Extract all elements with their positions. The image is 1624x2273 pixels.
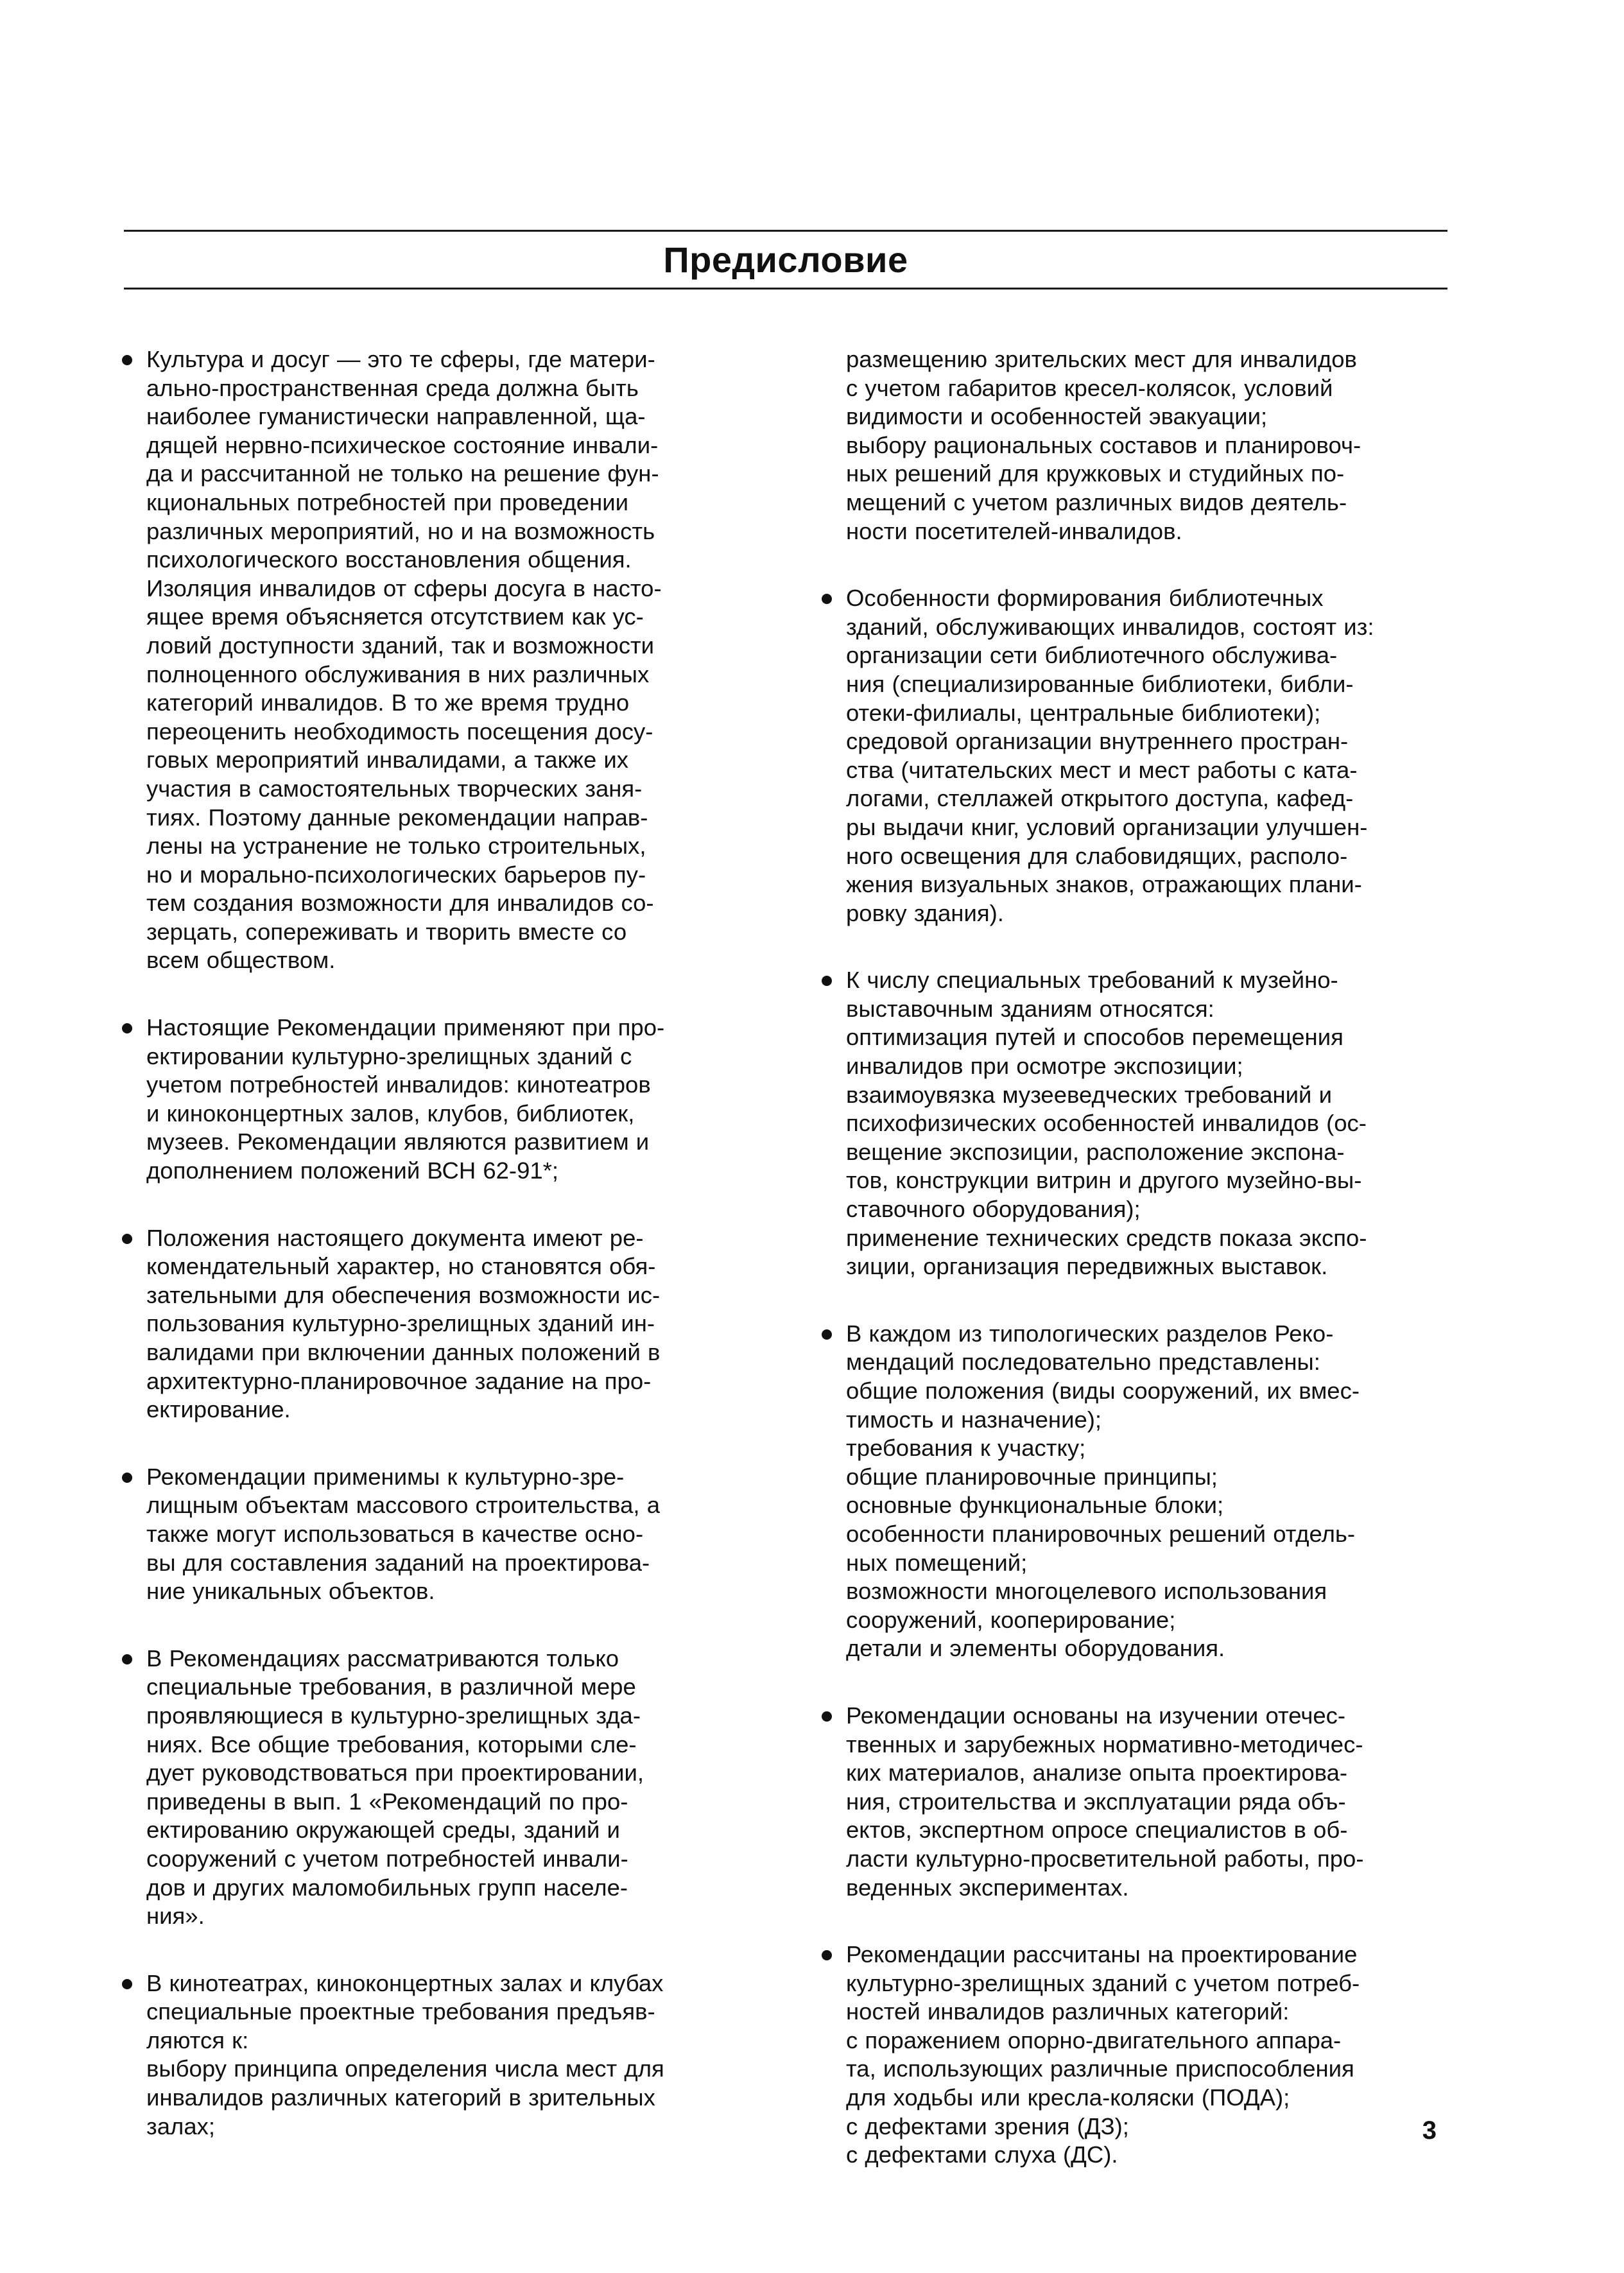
bullet-icon: [122, 1979, 132, 1989]
paragraph-text: Рекомендации применимы к культурно-зре- лищным объектам массового строительства, а также могут использоваться в качестве осно- вы для составления заданий на проектирова- ние уникальных объектов.: [146, 1463, 660, 1605]
paragraph-typological-sections: [822, 1320, 1454, 1663]
paragraph-text: Особенности формирования библиотечных зданий, обслуживающих инвалидов, состоят из: организации сети библиотечного обслужива- ния (специализированные библиотеки, библи- отеки-филиалы, центральные библиотеки); средовой организации внутреннего простран- ства (читательских мест и мест работы с ката- логами, стеллажей открытого доступа, кафед- ры выдачи книг, условий организации улучшен- ного освещения для слабовидящих, располо- жения визуальных знаков, отражающих плани- ровку здания).: [846, 585, 1374, 926]
paragraph-text: Культура и досуг — это те сферы, где матери- ально-пространственная среда должна быть наиболее гуманистически направленной, ща- дящей нервно-психическое состояние инвали- да и рассчитанной не только на решение фун- кциональных потребностей при проведении различных мероприятий, но и на возможность психологического восстановления общения. Изоляция инвалидов от сферы досуга в насто- ящее время объясняется отсутствием как ус- ловий доступности зданий, так и возможности полноценного обслуживания в них различных категорий инвалидов. В то же время трудно переоценить необходимость посещения досу- говых мероприятий инвалидами, а также их участия в самостоятельных творческих заня- тиях. Поэтому данные рекомендации направ- лены на устранение не только строительных, но и морально-психологических барьеров пу- тем создания возможности для инвалидов со- зерцать, сопереживать и творить вместе со всем обществом.: [146, 346, 662, 974]
paragraph-text: В каждом из типологических разделов Реко- мендаций последовательно представлены: общие положения (виды сооружений, их вмес- тимость и назначение); требования к участку; общие планировочные принципы; основные функциональные блоки; особенности планировочных решений отдель- ных помещений; возможности многоцелевого использования сооружений, кооперирование; детали и элементы оборудования.: [846, 1320, 1360, 1662]
paragraph-basis: [822, 1702, 1454, 1902]
bullet-icon: [122, 355, 132, 365]
bullet-icon: [122, 1023, 132, 1033]
paragraph-target-categories: [822, 1940, 1454, 2170]
left-column: [122, 345, 751, 2141]
paragraph-cinemas: [122, 1969, 751, 2141]
bullet-icon: [822, 1329, 832, 1340]
bullet-icon: [122, 1654, 132, 1664]
paragraph-museums: [822, 966, 1454, 1281]
page-number: 3: [1422, 2116, 1437, 2145]
paragraph-libraries: [822, 584, 1454, 928]
paragraph-text: Настоящие Рекомендации применяют при про- ектировании культурно-зрелищных зданий с учетом потребностей инвалидов: кинотеатров и киноконцертных залов, клубов, библиотек, музеев. Рекомендации являются развитием и дополнением положений ВСН 62-91*;: [146, 1014, 665, 1184]
bullet-icon: [822, 594, 832, 604]
heading-bottom-rule: [124, 288, 1447, 290]
paragraph-special-requirements: [122, 1645, 751, 1931]
bullet-icon: [822, 1711, 832, 1722]
right-column: [822, 345, 1454, 2170]
paragraph-text: Положения настоящего документа имеют ре- комендательный характер, но становятся обя- зательными для обеспечения возможности ис- пользования культурно-зрелищных зданий ин- валидами при включении данных положений в архитектурно-планировочное задание на про- ектирование.: [146, 1224, 661, 1423]
paragraph-text: Рекомендации рассчитаны на проектирование культурно-зрелищных зданий с учетом потреб- ностей инвалидов различных категорий: с поражением опорно-двигательного аппара- та, использующих различные приспособления для ходьбы или кресла-коляски (ПОДА); с дефектами зрения (ДЗ); с дефектами слуха (ДС).: [846, 1941, 1360, 2168]
heading-top-rule: [124, 230, 1447, 232]
paragraph-text: Рекомендации основаны на изучении отечес- твенных и зарубежных нормативно-методичес- ких материалов, анализе опыта проектирова- ния, строительства и эксплуатации ряда объ- ектов, экспертном опросе специалистов в об- ласти культурно-просветительной работы, про- веденных экспериментах.: [846, 1702, 1364, 1901]
page-title: Предисловие: [663, 239, 908, 280]
bullet-icon: [122, 1234, 132, 1244]
paragraph-status: [122, 1224, 751, 1424]
bullet-icon: [122, 1473, 132, 1483]
paragraph-text: В кинотеатрах, киноконцертных залах и клубах специальные проектные требования предъяв- ляются к: выбору принципа определения числа мест для инвалидов различных категорий в зрительных залах;: [146, 1969, 664, 2139]
paragraph-text: В Рекомендациях рассматриваются только специальные требования, в различной мере проявляющиеся в культурно-зрелищных зда- ниях. Все общие требования, которыми сле- дует руководствоваться при проектировании, приведены в вып. 1 «Рекомендаций по про- ектированию окружающей среды, зданий и сооружений с учетом потребностей инвали- дов и других маломобильных групп населе- ния».: [146, 1645, 644, 1930]
paragraph-cinemas-continued: [822, 345, 1454, 546]
paragraph-applicability: [122, 1463, 751, 1606]
bullet-icon: [822, 976, 832, 986]
bullet-icon: [822, 1950, 832, 1960]
paragraph-scope: [122, 1014, 751, 1186]
paragraph-text: размещению зрительских мест для инвалидов с учетом габаритов кресел-колясок, условий видимости и особенностей эвакуации; выбору рациональных составов и планировоч- ных решений для кружковых и студийных по- мещений с учетом различных видов деятель- ности посетителей-инвалидов.: [846, 346, 1361, 544]
paragraph-culture-leisure: [122, 345, 751, 975]
paragraph-text: К числу специальных требований к музейно- выставочным зданиям относятся: оптимизация путей и способов перемещения инвалидов при осмотре экспозиции; взаимоувязка музееведческих требований и психофизических особенностей инвалидов (ос- вещение экспозиции, расположение экспона- тов, конструкции витрин и другого музейно-вы- ставочного оборудования); применение технических средств показа экспо- зиции, организация передвижных выставок.: [846, 967, 1367, 1280]
